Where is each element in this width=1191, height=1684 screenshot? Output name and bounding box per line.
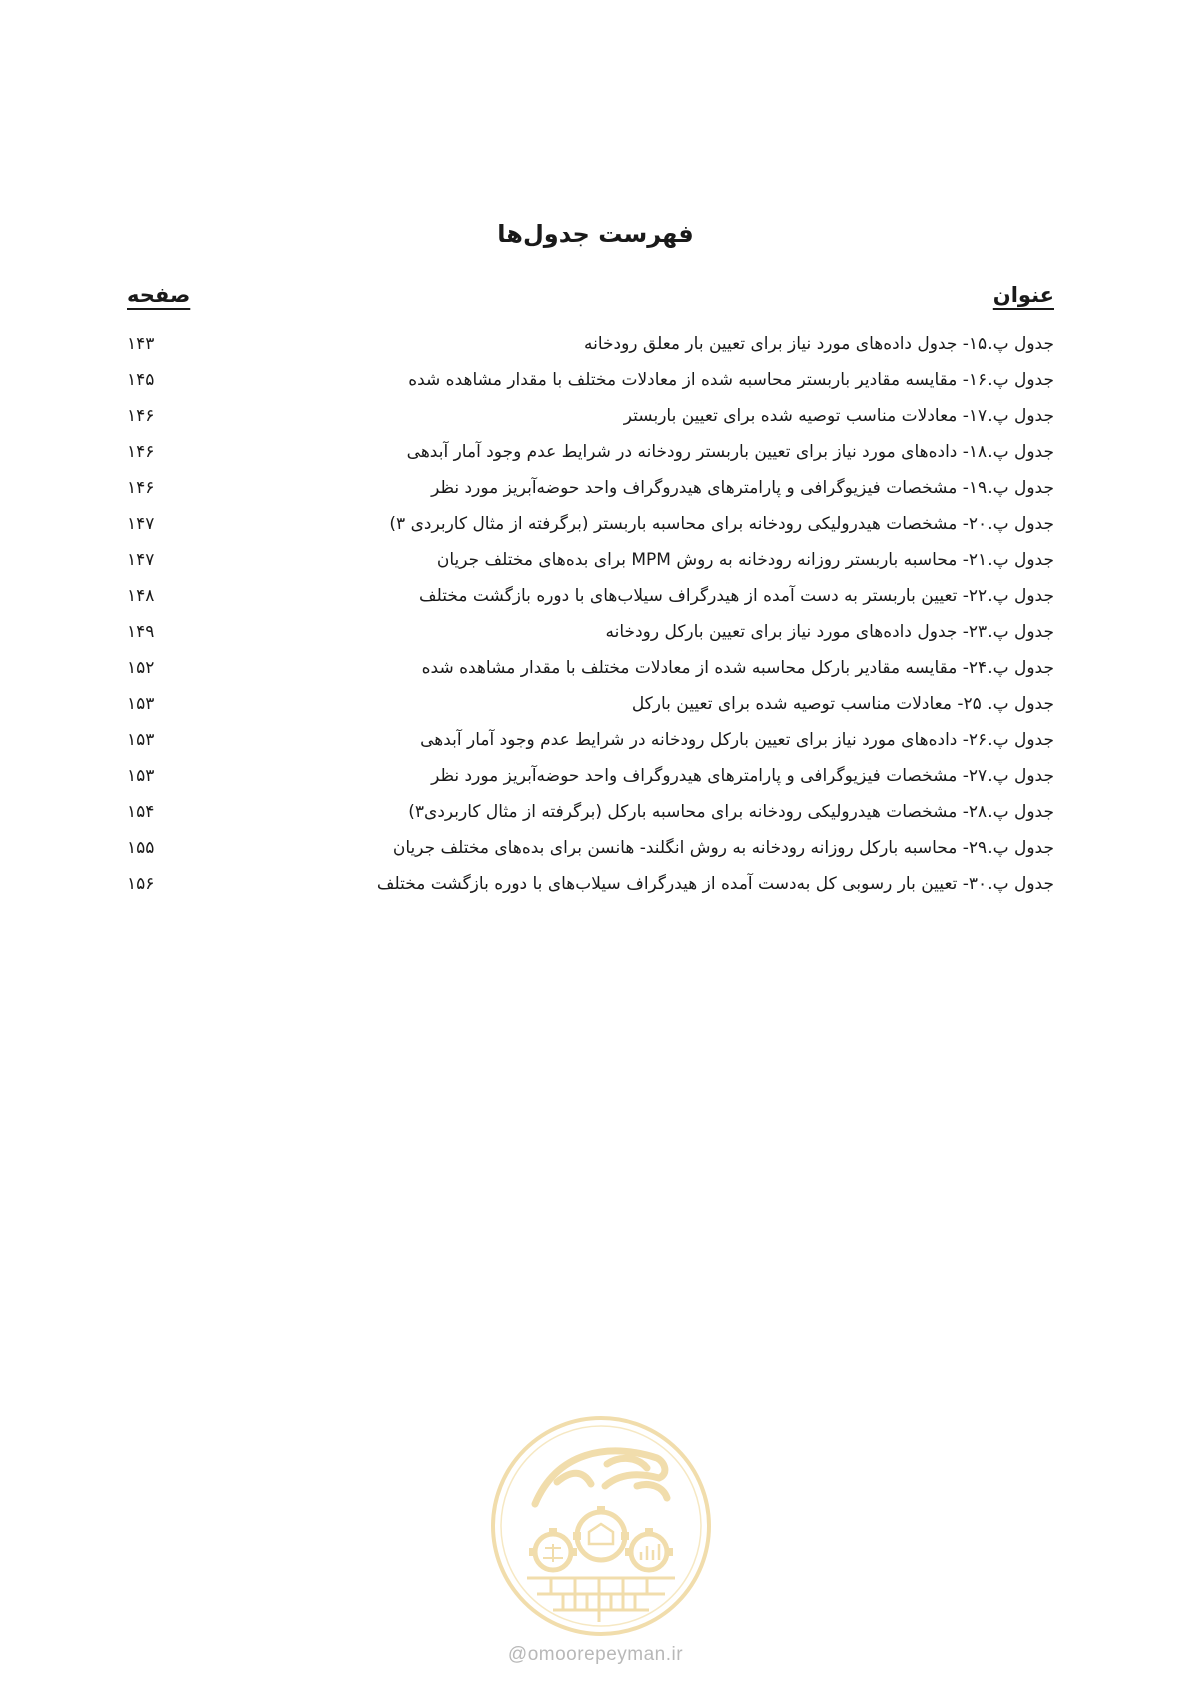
toc-entry — [127, 614, 1054, 650]
toc-entry-page: ۱۵۳ — [127, 694, 155, 714]
toc-entry-caption: جدول پ.۲۲- تعیین باربستر به دست آمده از هیدرگراف سیلاب‌های با دوره بازگشت مختلف — [419, 586, 1054, 606]
toc-entry-caption: جدول پ.۱۵- جدول داده‌های مورد نیاز برای تعیین بار معلق رودخانه — [583, 334, 1054, 354]
toc-entry-page: ۱۵۳ — [127, 730, 155, 750]
toc-entry-caption: جدول پ.۱۸- داده‌های مورد نیاز برای تعیین باربستر رودخانه در شرایط عدم وجود آمار آبدهی — [406, 442, 1054, 462]
publisher-url-watermark: @omoorepeyman.ir — [507, 1644, 684, 1665]
toc-entry — [127, 470, 1054, 506]
toc-entry-caption: جدول پ.۱۹- مشخصات فیزیوگرافی و پارامترهای هیدروگراف واحد حوضه‌آبریز مورد نظر — [431, 478, 1054, 498]
toc-entry — [127, 506, 1054, 542]
toc-entry-caption: جدول پ. ۲۵- معادلات مناسب توصیه شده برای تعیین بارکل — [631, 694, 1054, 714]
toc-entry-caption: جدول پ.۲۸- مشخصات هیدرولیکی رودخانه برای محاسبه بارکل (برگرفته از مثال کاربردی۳) — [408, 802, 1054, 822]
toc-entry-caption: جدول پ.۲۳- جدول داده‌های مورد نیاز برای تعیین بارکل رودخانه — [605, 622, 1054, 642]
toc-entry-caption: جدول پ.۲۴- مقایسه مقادیر بارکل محاسبه شده از معادلات مختلف با مقدار مشاهده شده — [421, 658, 1054, 678]
toc-entry-page: ۱۵۳ — [127, 766, 155, 786]
toc-entry — [127, 398, 1054, 434]
toc-entry-page: ۱۵۲ — [127, 658, 155, 678]
toc-entry — [127, 326, 1054, 362]
toc-entry — [127, 758, 1054, 794]
toc-entry — [127, 542, 1054, 578]
table-of-tables — [127, 326, 1054, 902]
publisher-logo-watermark — [487, 1412, 715, 1640]
toc-entry — [127, 578, 1054, 614]
toc-entry-caption: جدول پ.۳۰- تعیین بار رسوبی کل به‌دست آمده از هیدرگراف سیلاب‌های با دوره بازگشت مختلف — [376, 874, 1054, 894]
toc-entry — [127, 434, 1054, 470]
toc-entry-page: ۱۵۴ — [127, 802, 155, 822]
toc-entry-page: ۱۴۶ — [127, 442, 155, 462]
toc-entry-page: ۱۴۸ — [127, 586, 155, 606]
toc-entry-caption: جدول پ.۱۶- مقایسه مقادیر باربستر محاسبه شده از معادلات مختلف با مقدار مشاهده شده — [408, 370, 1054, 390]
toc-entry — [127, 866, 1054, 902]
toc-entry-caption: جدول پ.۲۶- داده‌های مورد نیاز برای تعیین بارکل رودخانه در شرایط عدم وجود آمار آبدهی — [420, 730, 1054, 750]
toc-entry-page: ۱۵۶ — [127, 874, 155, 894]
toc-entry-page: ۱۴۳ — [127, 334, 155, 354]
title-column-header: عنوان — [992, 283, 1054, 307]
toc-entry — [127, 722, 1054, 758]
page-column-header: صفحه — [127, 283, 191, 307]
toc-entry-caption: جدول پ.۲۹- محاسبه بارکل روزانه رودخانه به روش انگلند- هانسن برای بده‌های مختلف جریان — [392, 838, 1054, 858]
toc-entry-caption: جدول پ.۲۷- مشخصات فیزیوگرافی و پارامترهای هیدروگراف واحد حوضه‌آبریز مورد نظر — [431, 766, 1054, 786]
toc-entry-page: ۱۴۶ — [127, 478, 155, 498]
toc-entry-page: ۱۴۶ — [127, 406, 155, 426]
toc-entry-caption: جدول پ.۱۷- معادلات مناسب توصیه شده برای تعیین باربستر — [623, 406, 1054, 426]
toc-entry-page: ۱۴۷ — [127, 514, 155, 534]
toc-entry-page: ۱۵۵ — [127, 838, 155, 858]
toc-entry — [127, 686, 1054, 722]
toc-entry-page: ۱۴۹ — [127, 622, 155, 642]
toc-entry-caption: جدول پ.۲۰- مشخصات هیدرولیکی رودخانه برای محاسبه باربستر (برگرفته از مثال کاربردی ۳) — [389, 514, 1054, 534]
toc-entry-page: ۱۴۵ — [127, 370, 155, 390]
toc-entry — [127, 650, 1054, 686]
toc-entry-page: ۱۴۷ — [127, 550, 155, 570]
toc-entry-caption: جدول پ.۲۱- محاسبه باربستر روزانه رودخانه به روش MPM برای بده‌های مختلف جریان — [436, 550, 1054, 570]
toc-entry — [127, 362, 1054, 398]
page-title: فهرست جدول‌ها — [497, 220, 694, 248]
toc-entry — [127, 830, 1054, 866]
toc-entry — [127, 794, 1054, 830]
